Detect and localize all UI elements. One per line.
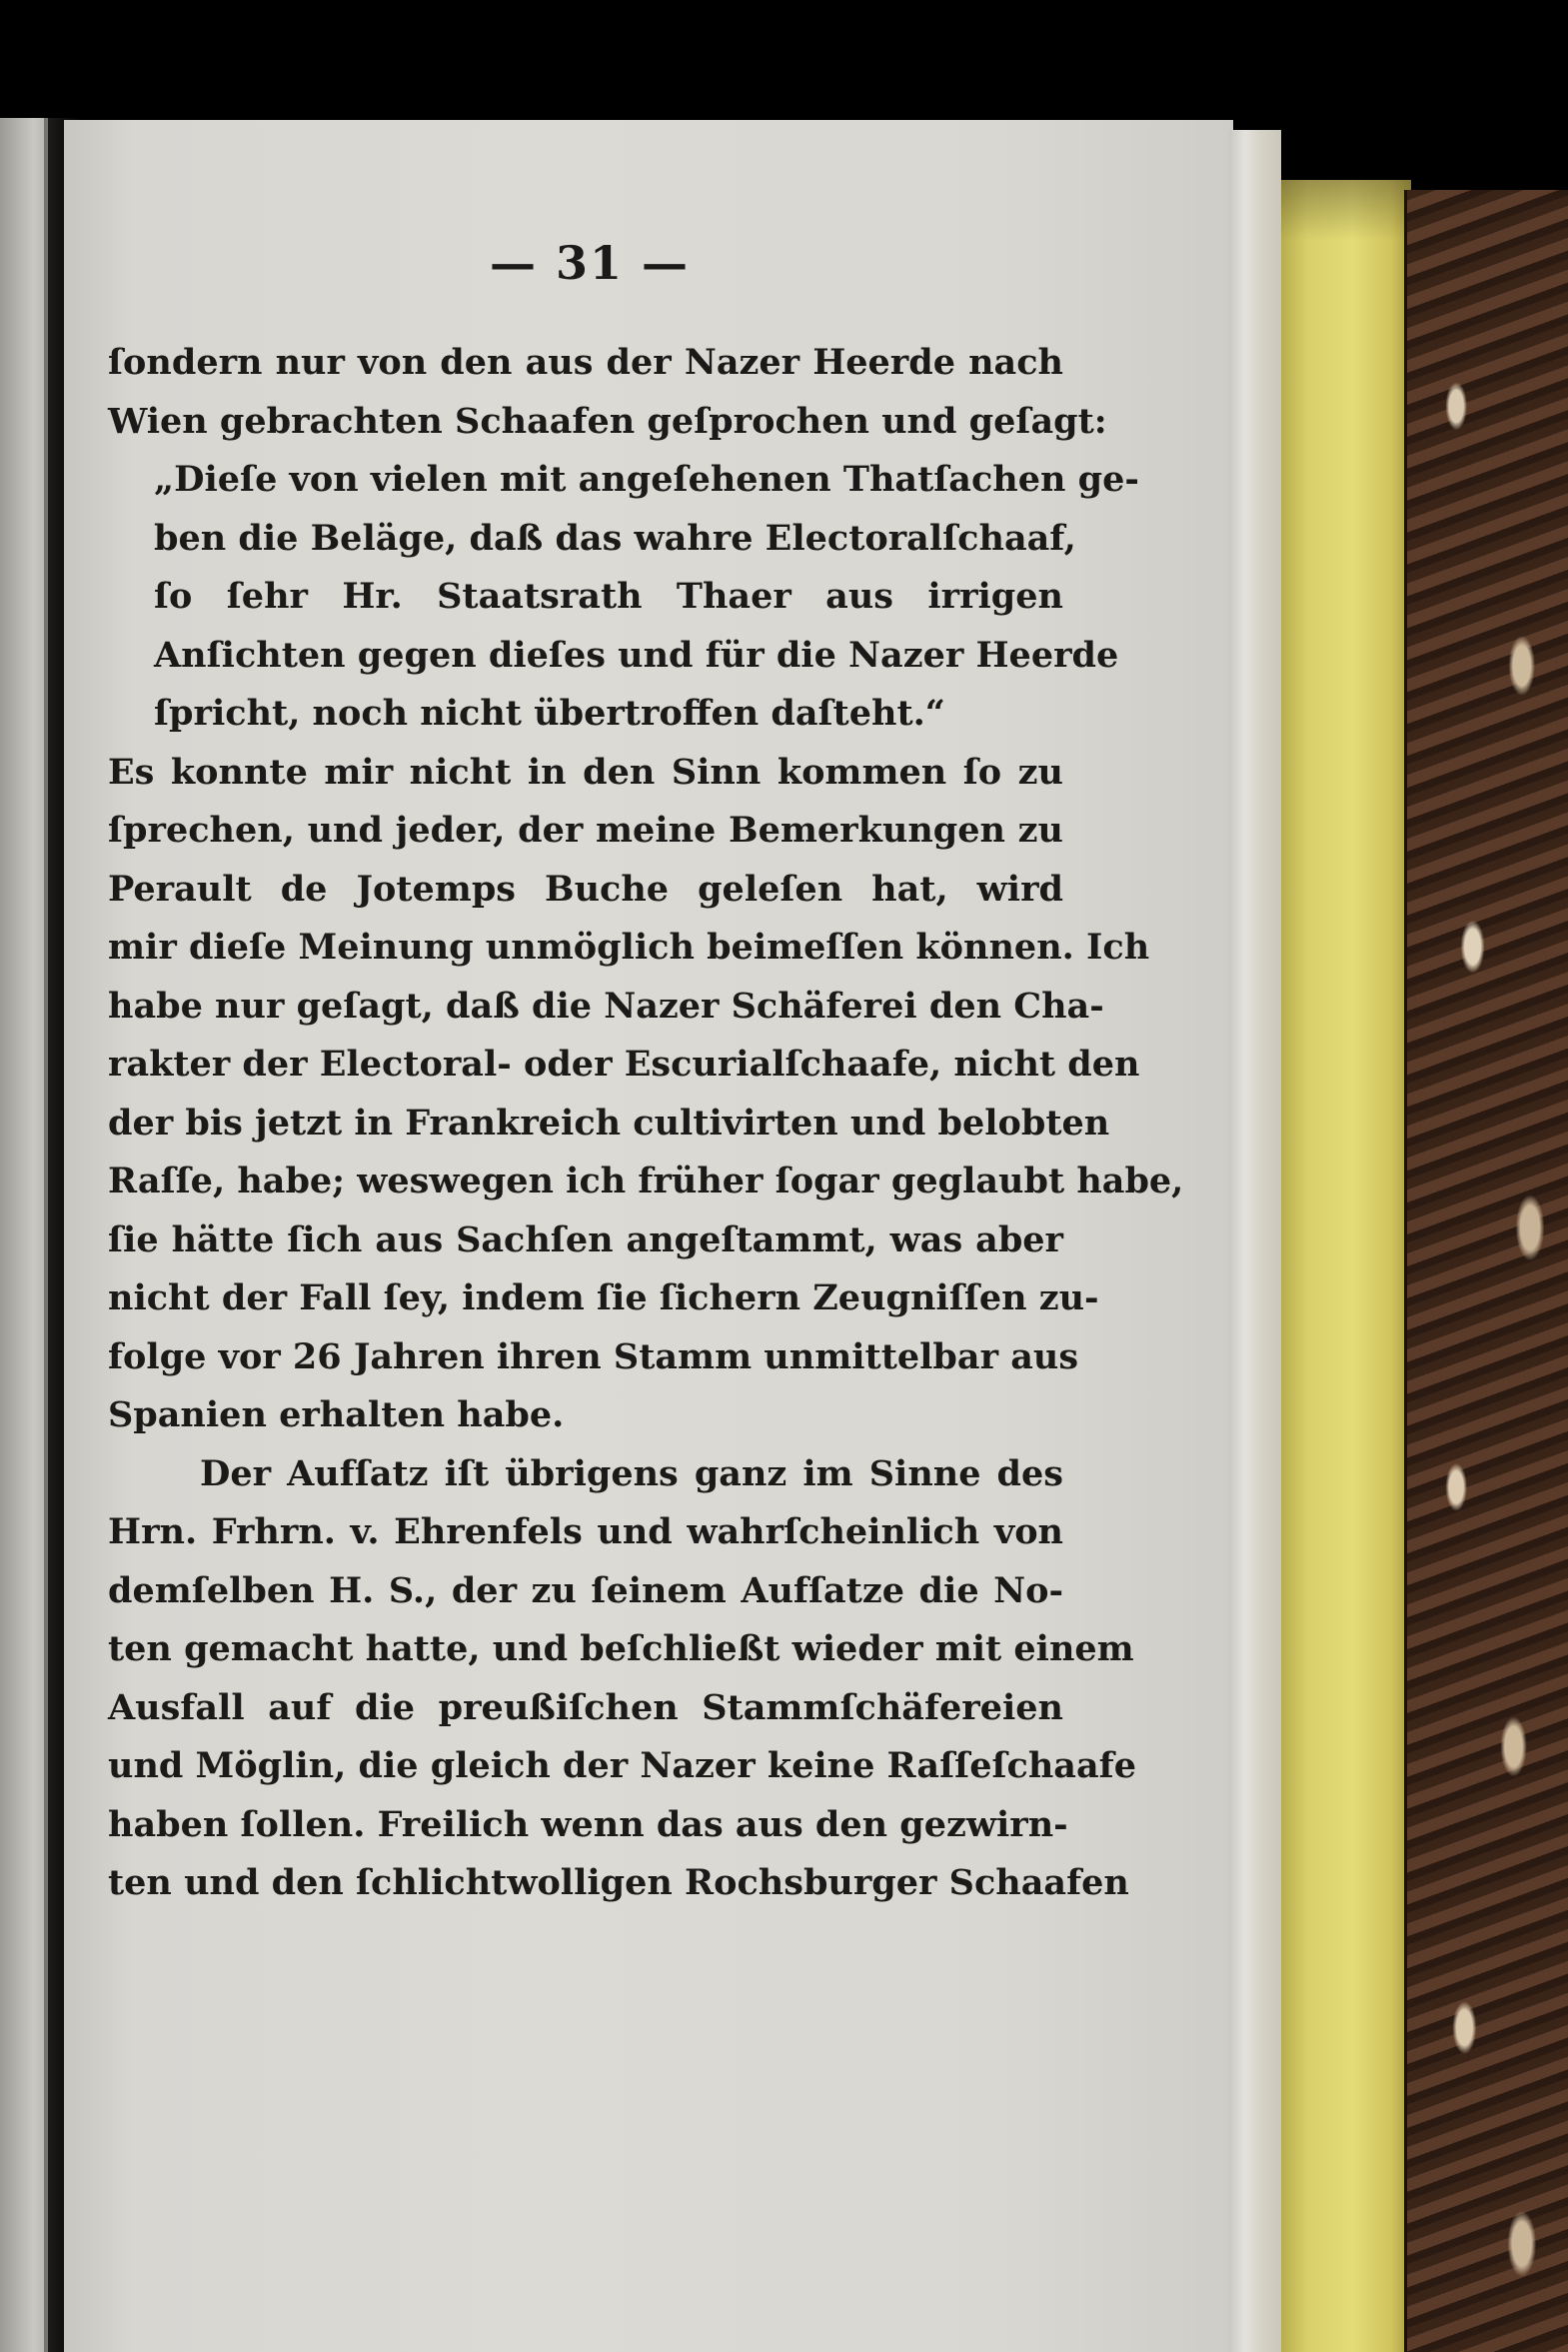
text-line: Es konnte mir nicht in den Sinn kommen ſo zu (108, 751, 1063, 793)
text-line: Raſſe, habe; weswegen ich früher ſogar geglaubt habe, (108, 1161, 1184, 1201)
text-line: ſie hätte ſich aus Sachſen angeſtammt, was aber (108, 1218, 1063, 1260)
text-line: Perault de Jotemps Buche geleſen hat, wird (108, 868, 1063, 910)
text-line: „Dieſe von vielen mit angeſehenen Thatſachen ge- (154, 459, 1139, 500)
text-line: demſelben H. S., der zu ſeinem Aufſatze die No- (108, 1569, 1063, 1611)
text-line: mir dieſe Meinung unmöglich beimeſſen können. Ich (108, 927, 1150, 968)
marbled-cover (1404, 190, 1568, 2352)
text-line: Ausfall auf die preußiſchen Stammſchäfereien (108, 1686, 1063, 1728)
text-line: rakter der Electoral- oder Escurialſchaafe, nicht den (108, 1044, 1140, 1085)
gilt-edge-shadow (1281, 180, 1411, 240)
previous-page-edge (0, 118, 48, 2352)
text-line: und Möglin, die gleich der Nazer keine Raſſeſchaafe (108, 1745, 1136, 1786)
text-line: ſo ſehr Hr. Staatsrath Thaer aus irrigen (154, 576, 1063, 617)
text-line: ſpricht, noch nicht übertroffen daſteht.“ (154, 693, 945, 734)
text-line: Spanien erhalten habe. (108, 1394, 565, 1435)
text-line: Der Aufſatz iſt übrigens ganz im Sinne des (200, 1452, 1063, 1494)
text-line: Wien gebrachten Schaafen geſprochen und geſagt: (108, 400, 1107, 442)
text-line: nicht der Fall ſey, indem ſie ſichern Zeugniſſen zu- (108, 1277, 1099, 1318)
text-line: ben die Beläge, daß das wahre Electoralſchaaf, (154, 517, 1076, 559)
gilt-edge (1281, 180, 1411, 2352)
text-line: ten und den ſchlichtwolligen Rochsburger Schaafen (108, 1862, 1129, 1903)
text-line: folge vor 26 Jahren ihren Stamm unmittelbar aus (108, 1335, 1079, 1377)
text-line: ſondern nur von den aus der Nazer Heerde nach (108, 342, 1063, 383)
text-line: ſprechen, und jeder, der meine Bemerkungen zu (108, 810, 1063, 851)
text-line: Anſichten gegen dieſes und für die Nazer Heerde (154, 634, 1119, 676)
page-number: — 31 — (489, 236, 691, 290)
body-text (108, 334, 1184, 1913)
text-line: haben ſollen. Freilich wenn das aus den gezwirn- (108, 1803, 1068, 1845)
text-line: habe nur geſagt, daß die Nazer Schäferei den Cha- (108, 985, 1104, 1027)
page-fore-edge (1229, 130, 1281, 2352)
text-line: der bis jetzt in Frankreich cultivirten und belobten (108, 1102, 1110, 1144)
text-line: ten gemacht hatte, und beſchließt wieder mit einem (108, 1628, 1134, 1669)
text-line: Hrn. Frhrn. v. Ehrenfels und wahrſcheinlich von (108, 1511, 1063, 1552)
